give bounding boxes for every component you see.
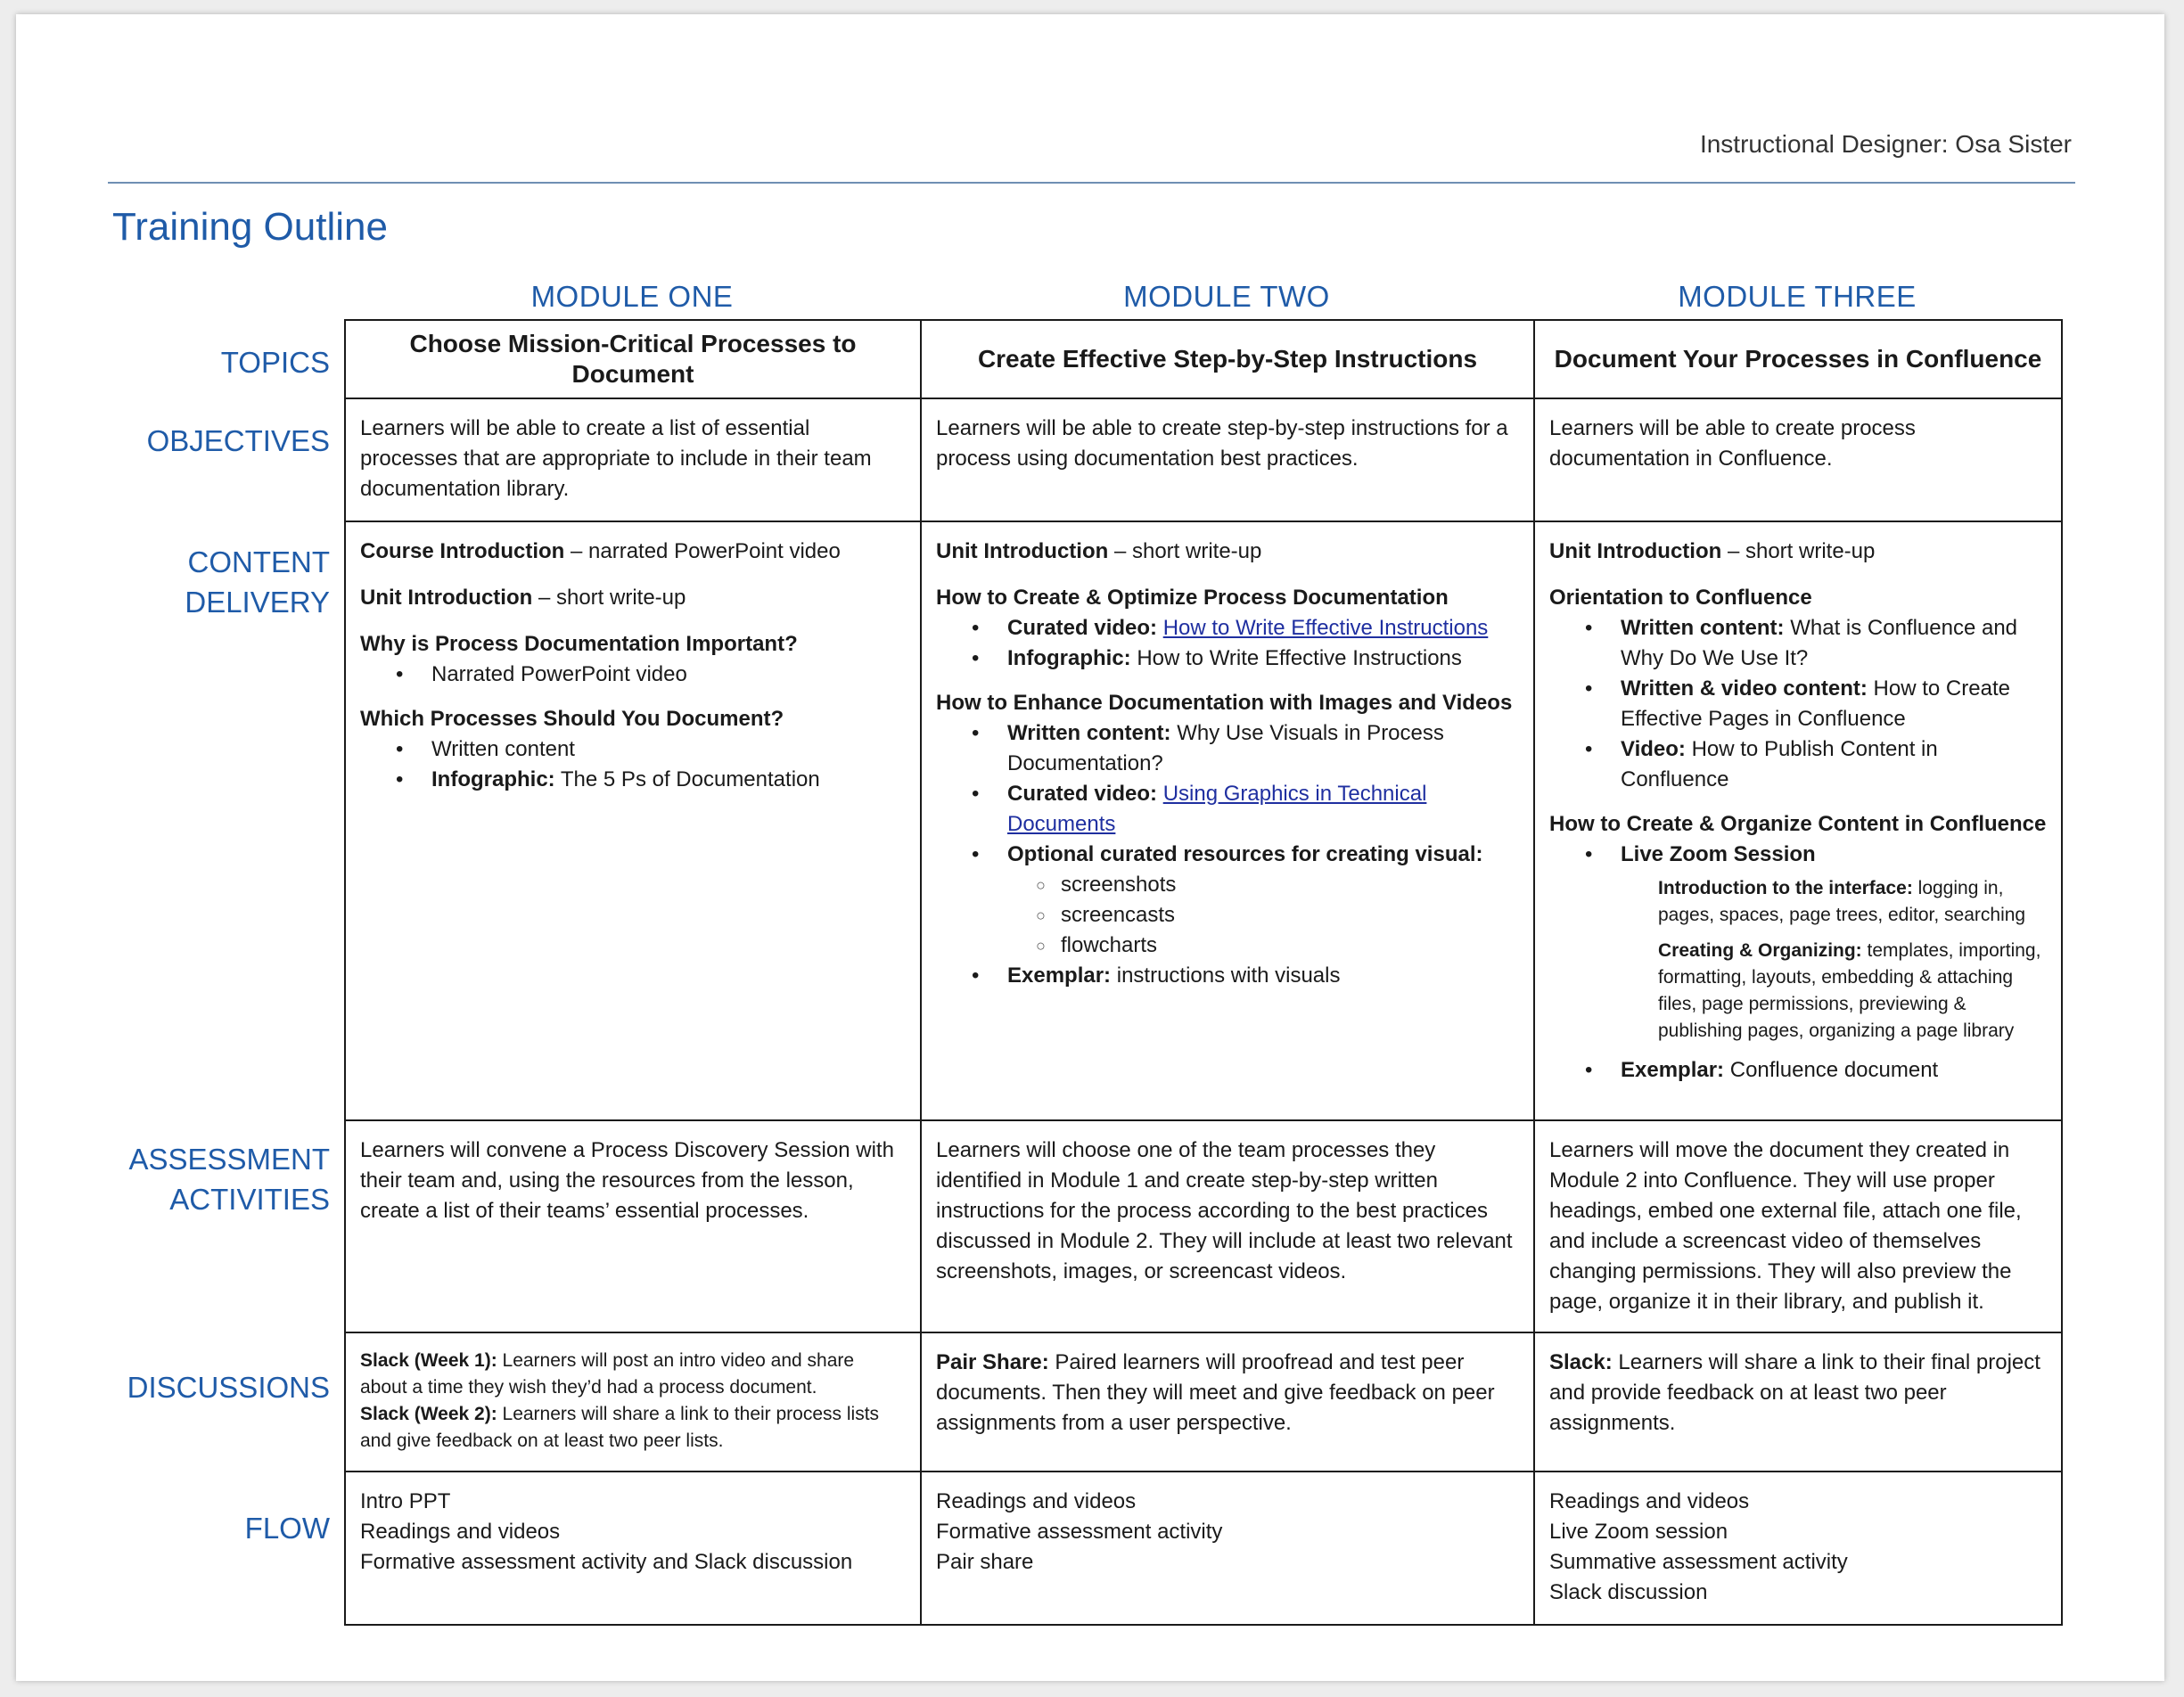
- list-item: • Video: How to Publish Content in Confluence: [1621, 734, 2047, 795]
- sub-list-item: ○ screencasts: [1061, 900, 1519, 930]
- topic-cell: Choose Mission-Critical Processes to Document: [345, 320, 921, 398]
- list: [360, 660, 906, 690]
- content-cell-m2: Unit Introduction – short write-up How to Create & Optimize Process Documentation • Curated video: How to Write Effective Instructions • Infographic: How to Write Effective Instructions How to Enhance Documentation with Images and Videos • Written content: Why Use Visuals in Process Documentation? • Curated video: Using Graphics in Technical Documents • Optional curated resources for creating visual: ○ screenshots ○ screencasts ○ flowcharts • Exemplar: instructions with visuals: [921, 521, 1534, 1120]
- list: [1549, 613, 2047, 795]
- module-two-heading: MODULE TWO: [1123, 280, 1330, 313]
- discussion-cell: Slack: Learners will share a link to their final project and provide feedback on at least two peer assignments.: [1534, 1332, 2062, 1472]
- list-item: • Written content: [431, 734, 906, 765]
- row-label-flow: FLOW: [244, 1512, 330, 1545]
- discussion-cell: Pair Share: Paired learners will proofread and test peer documents. Then they will meet and give feedback on peer assignments from a user perspective.: [921, 1332, 1534, 1472]
- topic-cell: Document Your Processes in Confluence: [1534, 320, 2062, 398]
- page-title: Training Outline: [112, 205, 388, 249]
- discussion-cell: Slack (Week 1): Learners will post an intro video and share about a time they wish they’d had a process document. Slack (Week 2): Learners will share a link to their process lists and give feedback on at least two peer lists.: [345, 1332, 921, 1472]
- curated-video-link[interactable]: How to Write Effective Instructions: [1162, 616, 1489, 640]
- objective-cell: Learners will be able to create a list of essential processes that are appropriate to include in their team documentation library.: [345, 398, 921, 521]
- list-item: • Optional curated resources for creating visual: ○ screenshots ○ screencasts ○ flowcharts: [1007, 840, 1519, 961]
- module-one-heading: MODULE ONE: [530, 280, 734, 313]
- list-item: • Infographic: How to Write Effective Instructions: [1007, 644, 1519, 674]
- flow-row: [345, 1472, 2062, 1625]
- objective-cell: Learners will be able to create process documentation in Confluence.: [1534, 398, 2062, 521]
- content-cell-m1: Course Introduction – narrated PowerPoint video Unit Introduction – short write-up Why is Process Documentation Important? • Narrated PowerPoint video Which Processes Should You Document? • Written content • Infographic: The 5 Ps of Documentation: [345, 521, 921, 1120]
- row-label-topics: TOPICS: [220, 346, 330, 379]
- content-cell-m3: Unit Introduction – short write-up Orientation to Confluence • Written content: What is Confluence and Why Do We Use It? • Written & video content: How to Create Effective Pages in Confluence • Video: How to Publish Content in Confluence How to Create & Organize Content in Confluence • Live Zoom Session Introduction to the interface: logging in, pages, spaces, page trees, editor, searching Creating & Organizing: templates, importing, formatting, layouts, embedding & attaching files, page permissions, previewing & publishing pages, organizing a page library • Exemplar: Confluence document: [1534, 521, 2062, 1120]
- sub-list-item: ○ screenshots: [1061, 870, 1519, 900]
- designer-credit: Instructional Designer: Osa Sister: [1699, 130, 2072, 158]
- row-label-discussions: DISCUSSIONS: [127, 1371, 330, 1404]
- training-outline-table: [344, 319, 2063, 1626]
- assessment-cell: Learners will choose one of the team processes they identified in Module 1 and create step-by-step written instructions for the process according to the best practices discussed in Module 2. They will include at least two relevant screenshots, images, or screencast videos.: [921, 1120, 1534, 1332]
- list: [1549, 1055, 2047, 1086]
- header-rule: [108, 182, 2075, 184]
- list-item: • Written & video content: How to Create Effective Pages in Confluence: [1621, 674, 2047, 734]
- objective-cell: Learners will be able to create step-by-step instructions for a process using documentation best practices.: [921, 398, 1534, 521]
- list-item: • Written content: What is Confluence and Why Do We Use It?: [1621, 613, 2047, 674]
- list: [360, 734, 906, 795]
- list: [1549, 840, 2047, 870]
- sub-list-item: ○ flowcharts: [1061, 930, 1519, 961]
- row-label-assessment: ASSESSMENT ACTIVITIES: [128, 1143, 330, 1216]
- objectives-row: [345, 398, 2062, 521]
- row-label-content-delivery: CONTENT DELIVERY: [185, 545, 330, 619]
- module-three-heading: MODULE THREE: [1678, 280, 1917, 313]
- list-item: • Infographic: The 5 Ps of Documentation: [431, 765, 906, 795]
- list-item: • Written content: Why Use Visuals in Process Documentation?: [1007, 718, 1519, 779]
- flow-cell: Readings and videos Formative assessment activity Pair share: [921, 1472, 1534, 1625]
- curated-video-link[interactable]: Using Graphics in Technical Documents: [1007, 782, 1427, 836]
- list-item: • Curated video: Using Graphics in Technical Documents: [1007, 779, 1519, 840]
- list-item: • Narrated PowerPoint video: [431, 660, 906, 690]
- content-delivery-row: [345, 521, 2062, 1120]
- list-item: • Exemplar: Confluence document: [1621, 1055, 2047, 1086]
- topic-cell: Create Effective Step-by-Step Instructions: [921, 320, 1534, 398]
- flow-cell: Readings and videos Live Zoom session Summative assessment activity Slack discussion: [1534, 1472, 2062, 1625]
- sub-list: [1007, 870, 1519, 961]
- row-label-objectives: OBJECTIVES: [146, 424, 330, 457]
- list: [936, 718, 1519, 991]
- list-item: • Live Zoom Session: [1621, 840, 2047, 870]
- flow-cell: Intro PPT Readings and videos Formative assessment activity and Slack discussion: [345, 1472, 921, 1625]
- topics-row: [345, 320, 2062, 398]
- assessment-cell: Learners will convene a Process Discovery Session with their team and, using the resources from the lesson, create a list of their teams’ essential processes.: [345, 1120, 921, 1332]
- discussions-row: [345, 1332, 2062, 1472]
- zoom-session-details: Introduction to the interface: logging in, pages, spaces, page trees, editor, searching Creating & Organizing: templates, importing, formatting, layouts, embedding & attaching files, page permissions, previewing & publishing pages, organizing a page library: [1658, 878, 2041, 1041]
- list-item: • Curated video: How to Write Effective Instructions: [1007, 613, 1519, 644]
- list: [936, 613, 1519, 674]
- assessment-row: [345, 1120, 2062, 1332]
- assessment-cell: Learners will move the document they created in Module 2 into Confluence. They will use proper headings, embed one external file, attach one file, and include a screencast video of themselves changing permissions. They will also preview the page, organize it in their library, and publish it.: [1534, 1120, 2062, 1332]
- list-item: • Exemplar: instructions with visuals: [1007, 961, 1519, 991]
- document-page: [16, 14, 2164, 1681]
